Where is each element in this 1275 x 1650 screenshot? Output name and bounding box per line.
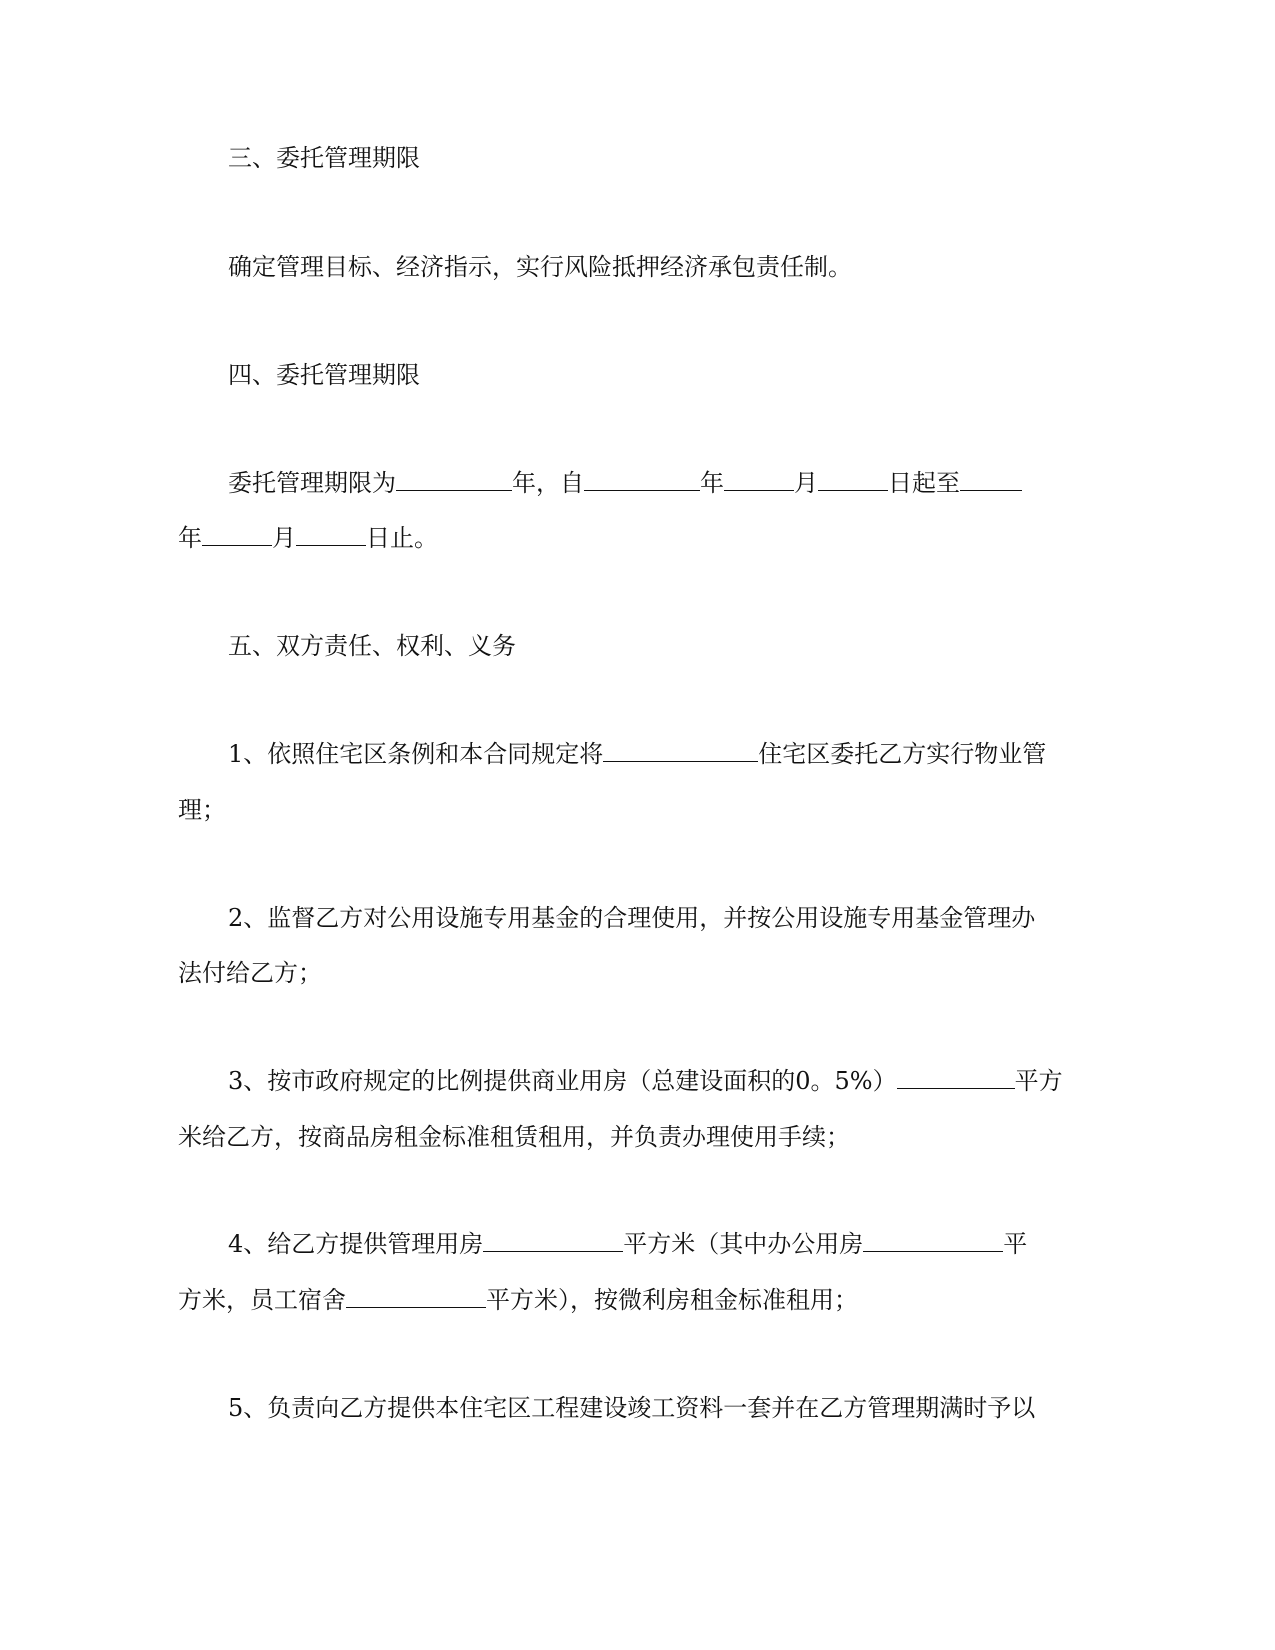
term-line-2 <box>178 522 438 554</box>
term-text: 年 <box>700 469 724 497</box>
term-text: 日起至 <box>888 469 960 497</box>
item-text: 住宅区委托乙方实行物业管 <box>758 740 1047 768</box>
item-text: 平方米（其中办公用房 <box>623 1230 864 1258</box>
blank-end-day[interactable] <box>296 525 366 546</box>
item-text: 方米，员工宿舍 <box>178 1286 346 1314</box>
item-text: 4、给乙方提供管理用房 <box>228 1230 484 1258</box>
term-text: 月 <box>272 524 296 552</box>
item-4-line-1 <box>228 1228 1027 1260</box>
item-text: 平 <box>1003 1230 1028 1258</box>
item-1-line-2: 理； <box>178 796 226 824</box>
blank-dormitory-area[interactable] <box>346 1287 486 1308</box>
item-text: 平方 <box>1014 1067 1063 1095</box>
blank-end-year[interactable] <box>960 470 1022 491</box>
term-text: 年 <box>178 524 202 552</box>
item-text: 3、按市政府规定的比例提供商业用房（总建设面积的0。5%） <box>228 1067 897 1095</box>
blank-start-month[interactable] <box>724 470 794 491</box>
paragraph-3: 确定管理目标、经济指示，实行风险抵押经济承包责任制。 <box>228 253 852 281</box>
item-1-line-1 <box>228 738 1046 770</box>
item-text: 1、依照住宅区条例和本合同规定将 <box>228 740 604 768</box>
blank-start-year[interactable] <box>584 470 700 491</box>
blank-residential-area[interactable] <box>603 741 758 762</box>
item-5-line-1: 5、负责向乙方提供本住宅区工程建设竣工资料一套并在乙方管理期满时予以 <box>228 1394 1036 1422</box>
item-text: 平方米），按微利房租金标准租用； <box>486 1286 858 1314</box>
term-text: 委托管理期限为 <box>228 469 396 497</box>
item-4-line-2 <box>178 1284 858 1316</box>
term-text: 月 <box>794 469 818 497</box>
blank-end-month[interactable] <box>202 525 272 546</box>
section-heading-5: 五、双方责任、权利、义务 <box>228 632 516 660</box>
section-heading-3: 三、委托管理期限 <box>228 144 420 172</box>
blank-commercial-area[interactable] <box>897 1068 1015 1089</box>
term-line-1 <box>228 467 1022 499</box>
item-3-line-1 <box>228 1065 1063 1097</box>
blank-office-area[interactable] <box>863 1231 1003 1252</box>
blank-management-area[interactable] <box>483 1231 623 1252</box>
term-text: 年，自 <box>512 469 584 497</box>
blank-years[interactable] <box>396 470 512 491</box>
item-2-line-2: 法付给乙方； <box>178 959 322 987</box>
item-2-line-1: 2、监督乙方对公用设施专用基金的合理使用，并按公用设施专用基金管理办 <box>228 904 1036 932</box>
item-3-line-2: 米给乙方，按商品房租金标准租赁租用，并负责办理使用手续； <box>178 1123 850 1151</box>
blank-start-day[interactable] <box>818 470 888 491</box>
section-heading-4: 四、委托管理期限 <box>228 361 420 389</box>
term-text: 日止。 <box>366 524 438 552</box>
